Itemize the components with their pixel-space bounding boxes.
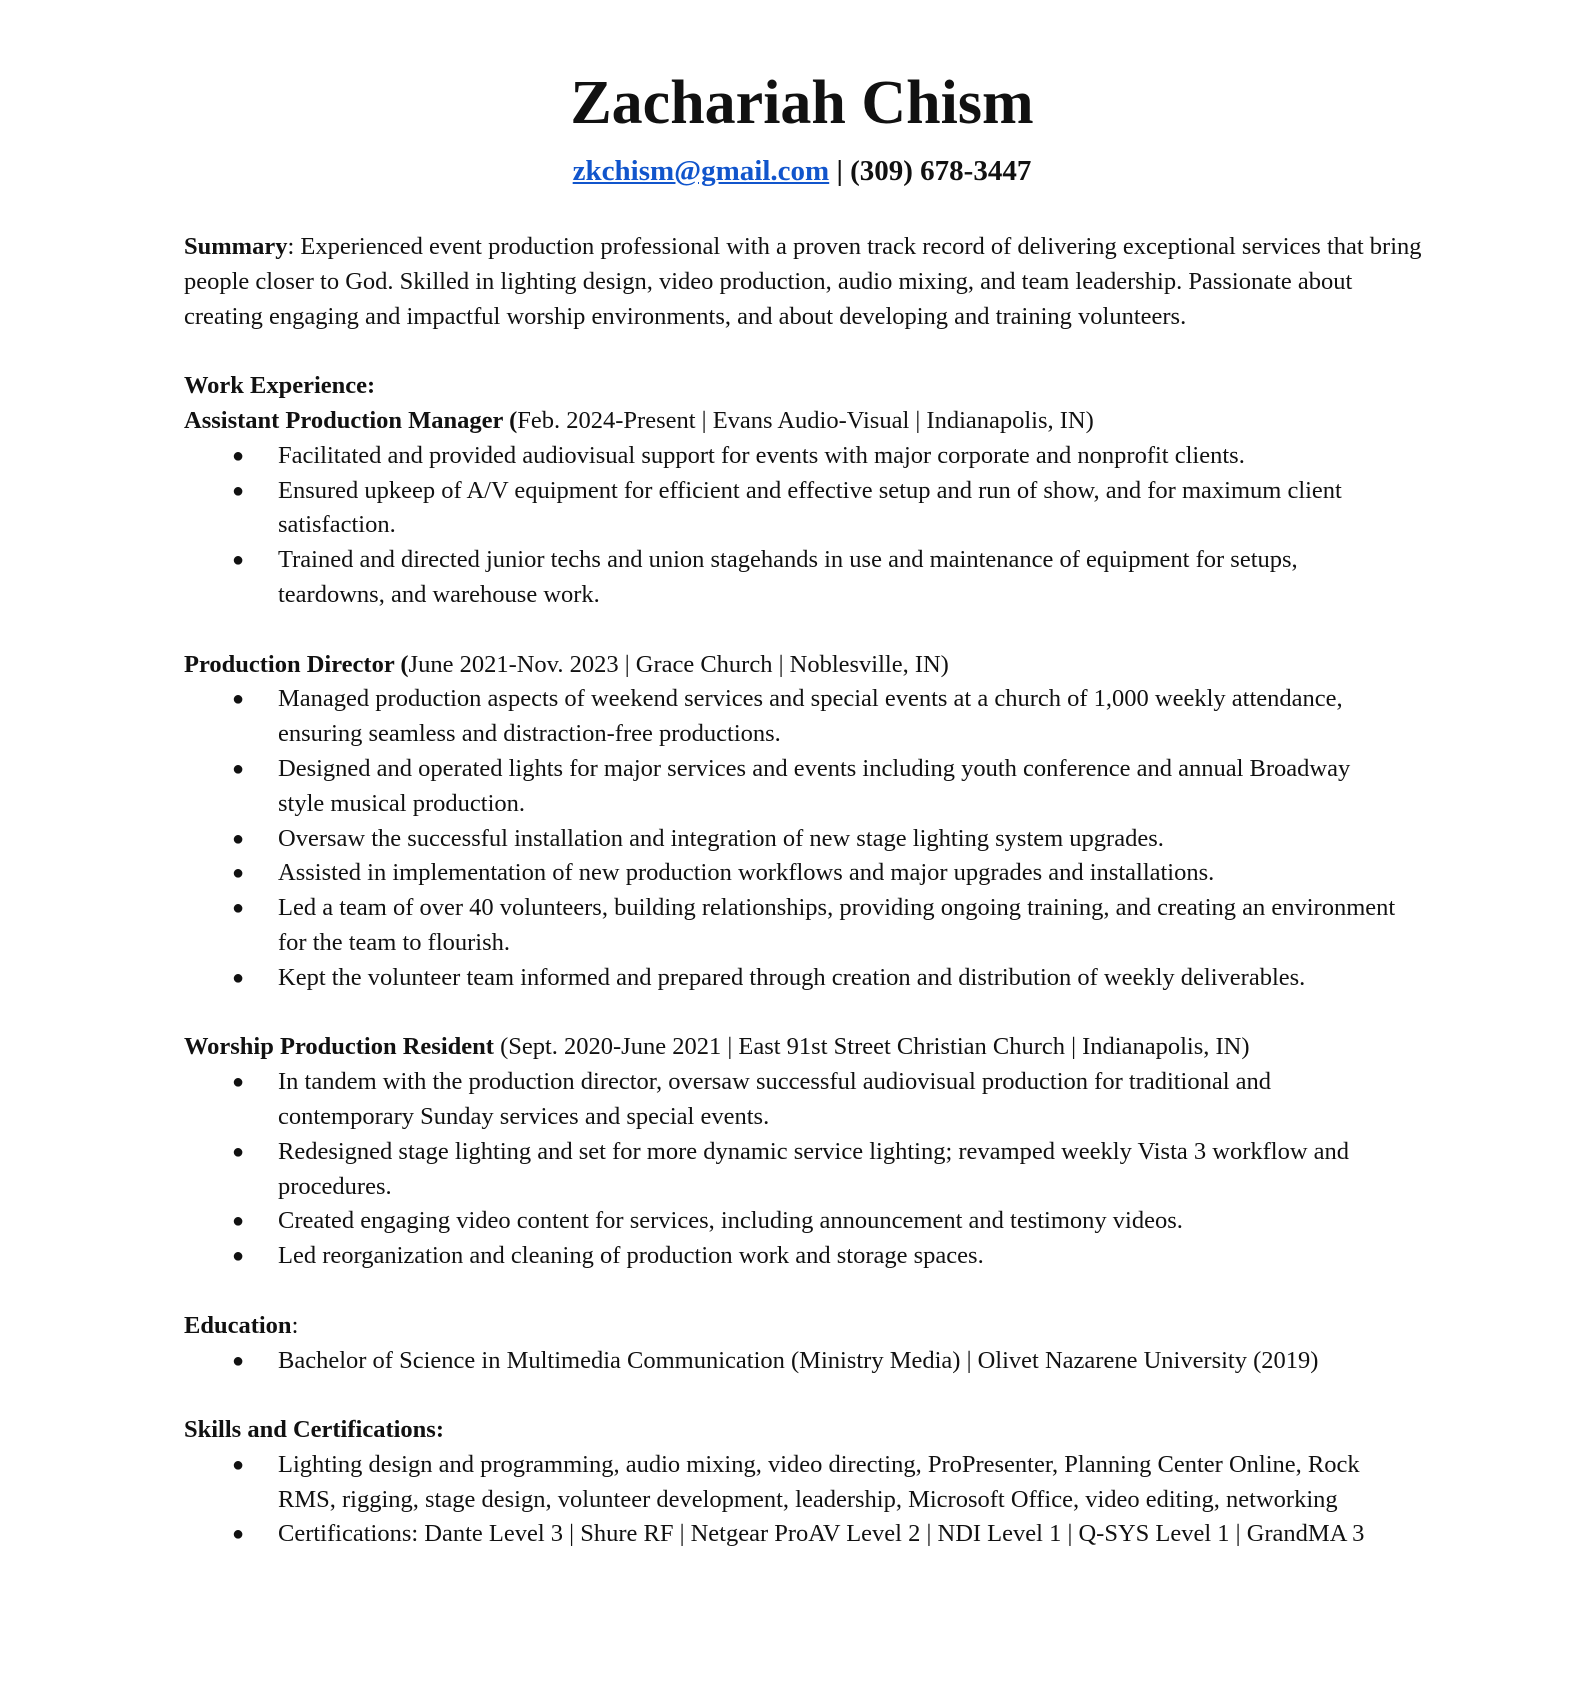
bullet-icon: ● xyxy=(232,1210,245,1233)
education-heading: Education: xyxy=(184,1311,299,1339)
skills-heading: Skills and Certifications: xyxy=(184,1416,444,1444)
list-item: ● Ensured upkeep of A/V equipment for efficient and effective setup and run of show, and for maximum client satisfaction. xyxy=(184,474,1398,544)
bullet-icon: ● xyxy=(232,688,245,711)
summary-label: Summary xyxy=(184,233,288,260)
bullet-icon: ● xyxy=(232,1349,245,1372)
list-item: ● Lighting design and programming, audio mixing, video directing, ProPresenter, Planning Center Online, Rock RMS, rigging, stage design, volunteer development, leadership, Microsoft Office, video editing, networking xyxy=(184,1448,1398,1518)
job-header xyxy=(184,648,1424,683)
list-item: ● In tandem with the production director, oversaw successful audiovisual production for traditional and contemporary Sunday services and special events. xyxy=(184,1065,1398,1135)
list-item: ● Designed and operated lights for major services and events including youth conference and annual Broadway style musical production. xyxy=(184,752,1398,822)
job-header xyxy=(184,404,1424,439)
list-item: ● Created engaging video content for services, including announcement and testimony videos. xyxy=(184,1204,1398,1239)
list-item: ● Redesigned stage lighting and set for more dynamic service lighting; revamped weekly Vista 3 workflow and procedures. xyxy=(184,1135,1398,1205)
bullet-icon: ● xyxy=(232,1071,245,1094)
education-bullets xyxy=(184,1344,1424,1379)
contact-line xyxy=(184,150,1420,192)
list-item: ● Kept the volunteer team informed and prepared through creation and distribution of weekly deliverables. xyxy=(184,961,1398,996)
bullet-icon: ● xyxy=(232,479,245,502)
list-item: ● Assisted in implementation of new production workflows and major upgrades and installations. xyxy=(184,856,1398,891)
bullet-icon: ● xyxy=(232,1140,245,1163)
phone-number: (309) 678-3447 xyxy=(850,155,1032,187)
bullet-icon: ● xyxy=(232,444,245,467)
job-title: Worship Production Resident xyxy=(184,1033,494,1061)
bullet-icon: ● xyxy=(232,549,245,572)
job-title: Assistant Production Manager ( xyxy=(184,406,518,434)
list-item: ● Certifications: Dante Level 3 | Shure RF | Netgear ProAV Level 2 | NDI Level 1 | Q-SYS Level 1 | GrandMA 3 xyxy=(184,1517,1398,1552)
bullet-icon: ● xyxy=(232,1523,245,1546)
skills-bullets xyxy=(184,1448,1424,1552)
education-label: Education xyxy=(184,1311,292,1339)
job-details: Feb. 2024-Present | Evans Audio-Visual | Indianapolis, IN) xyxy=(517,406,1094,434)
job-bullets xyxy=(184,1065,1424,1274)
job-details: June 2021-Nov. 2023 | Grace Church | Noblesville, IN) xyxy=(408,650,949,678)
list-item: ● Managed production aspects of weekend services and special events at a church of 1,000 weekly attendance, ensuring seamless and distraction-free productions. xyxy=(184,682,1398,752)
list-item: ● Led a team of over 40 volunteers, building relationships, providing ongoing training, and creating an environment for the team to flourish. xyxy=(184,891,1398,961)
bullet-icon: ● xyxy=(232,757,245,780)
bullet-icon: ● xyxy=(232,966,245,989)
bullet-icon: ● xyxy=(232,862,245,885)
work-experience-heading: Work Experience: xyxy=(184,372,376,400)
bullet-icon: ● xyxy=(232,1453,245,1476)
list-item: ● Bachelor of Science in Multimedia Communication (Ministry Media) | Olivet Nazarene University (2019) xyxy=(184,1344,1398,1379)
email-link[interactable]: zkchism@gmail.com xyxy=(572,155,830,187)
job-header xyxy=(184,1030,1424,1065)
list-item: ● Facilitated and provided audiovisual support for events with major corporate and nonprofit clients. xyxy=(184,439,1398,474)
contact-separator: | xyxy=(829,155,851,187)
job-bullets xyxy=(184,682,1424,995)
summary-paragraph xyxy=(184,230,1424,334)
resume-page xyxy=(184,62,1424,1552)
list-item: ● Oversaw the successful installation and integration of new stage lighting system upgrades. xyxy=(184,822,1398,857)
job-details: (Sept. 2020-June 2021 | East 91st Street Christian Church | Indianapolis, IN) xyxy=(493,1033,1250,1061)
list-item: ● Led reorganization and cleaning of production work and storage spaces. xyxy=(184,1239,1398,1274)
summary-text: : Experienced event production professional with a proven track record of delivering exceptional services that bring people closer to God. Skilled in lighting design, video production, audio mixing, and team leadership. Passionate about creating engaging and impactful worship environments, and about developing and training volunteers. xyxy=(184,233,1422,330)
job-bullets xyxy=(184,439,1424,613)
resume-name: Zachariah Chism xyxy=(570,69,1034,137)
bullet-icon: ● xyxy=(232,1245,245,1268)
job-title: Production Director ( xyxy=(184,650,409,678)
list-item: ● Trained and directed junior techs and union stagehands in use and maintenance of equipment for setups, teardowns, and warehouse work. xyxy=(184,543,1398,613)
bullet-icon: ● xyxy=(232,897,245,920)
bullet-icon: ● xyxy=(232,827,245,850)
